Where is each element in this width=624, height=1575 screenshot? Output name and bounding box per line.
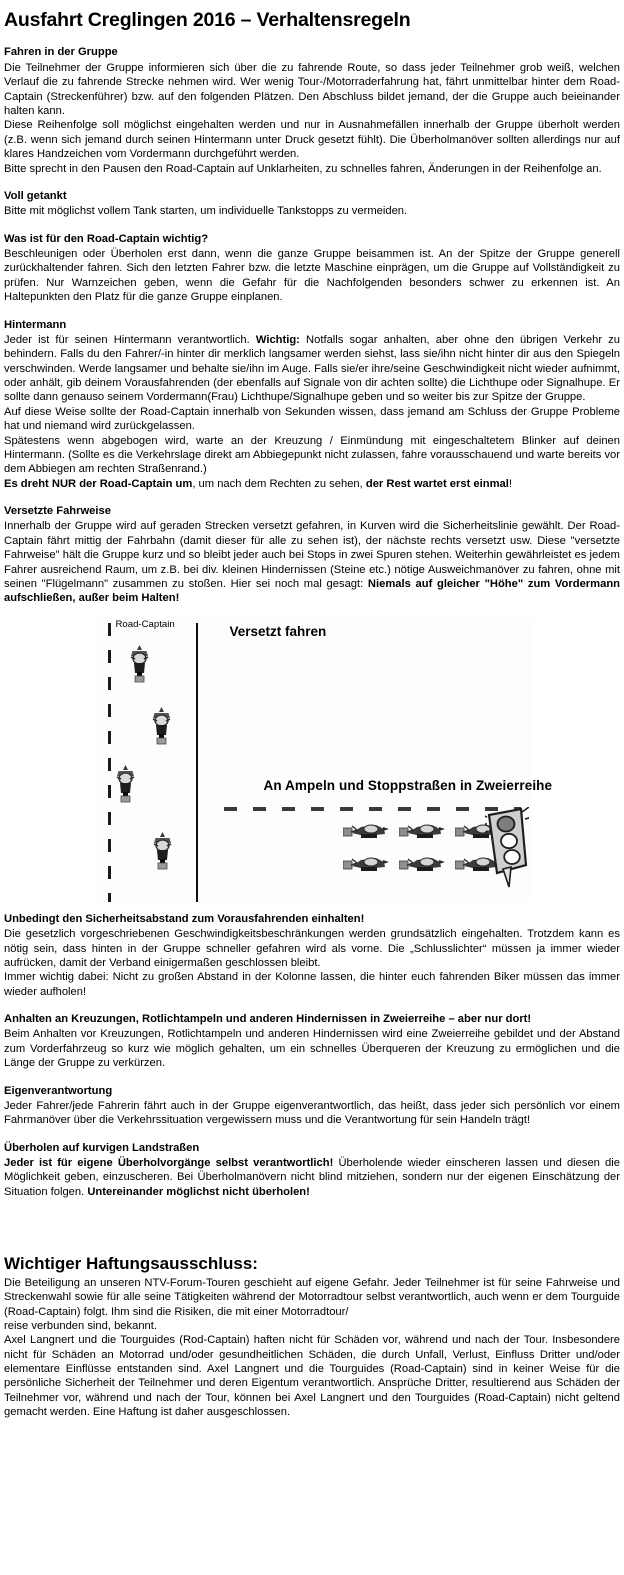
paragraph-emphasis: der Rest wartet erst einmal xyxy=(365,477,509,490)
figure-riding-formation-wrap xyxy=(4,617,620,902)
motorcycle-rear-icon xyxy=(151,707,172,745)
section-paragraph: Auf diese Weise sollte der Road-Captain innerhalb von Sekunden wissen, dass jemand am Schluss der Gruppe Probleme hat und niemand wird zurückgelassen. xyxy=(4,405,620,433)
motorcycle-rear-icon xyxy=(129,645,150,683)
disclaimer-paragraph: Axel Langnert und die Tourguides (Rod-Captain) haften nicht für Schäden vor, während und nach der Tour. Insbesondere nicht für Schäden an Motorrad und/oder gesundheitlichen Schäden, die durch Unfall, Verlust, Einfluss Dritter und/oder elementare Einflüsse entstanden sind. Axel Langnert und die Tourguides (Road-Captain) sind in keiner Weise für die persönliche Sicherheit der Teilnehmer und deren Eigentum verantwortlich. Ansprüche Dritter, resultierend aus Schäden der Teilnehmer vor, während und nach der Tour, können bei Axel Langnert und den Tourguides (Road-Captain) nicht geltend gemacht werden. Eine Haftung ist daher ausgeschlossen. xyxy=(4,1334,620,1419)
motorcycle-side-icon xyxy=(399,820,446,842)
paragraph-emphasis: Jeder ist für eigene Überholvorgänge selbst verantwortlich! xyxy=(4,1157,334,1170)
traffic-light-icon xyxy=(485,807,529,889)
section-paragraph: Immer wichtig dabei: Nicht zu großen Abstand in der Kolonne lassen, die hinter euch fahrenden Biker müssen das immer wieder aufholen! xyxy=(4,971,620,998)
section-heading: Überholen auf kurvigen Landstraßen xyxy=(4,1141,200,1154)
road-captain-label: Road-Captain xyxy=(115,618,175,630)
section-sicherheitsabstand xyxy=(4,912,620,999)
section-paragraph: Spätestens wenn abgebogen wird, warte an der Kreuzung / Einmündung mit eingeschaltetem Blinker auf deinen Hintermann. (Sollte es die Verkehrslage direkt am Abbiegepunkt nicht zulassen, fahre vorausschauend und warte bereits vor dem Abbiegen am rechten Straßenrand.) xyxy=(4,434,620,476)
motorcycle-rear-icon xyxy=(152,832,173,870)
section-heading: Versetzte Fahrweise xyxy=(4,505,111,518)
section-haftungsausschluss xyxy=(4,1254,620,1419)
section-spacer xyxy=(4,1212,620,1254)
section-anhalten-zweierreihe xyxy=(4,1012,620,1071)
motorcycle-side-icon xyxy=(343,853,390,875)
motorcycle-side-icon xyxy=(399,853,446,875)
paragraph-emphasis: Es dreht NUR der Road-Captain um xyxy=(4,477,193,490)
section-paragraph: Diese Reihenfolge soll möglichst eingehalten werden und nur in Ausnahmefällen innerhalb der Gruppe überholt werden (z.B. wenn sich jemand durch seinen Hintermann unter Druck gesetzt fühlt). Die Überholmanöver sollten allerdings nur auf klares Handzeichen vom Vordermann durchgeführt werden. xyxy=(4,119,620,161)
motorcycle-rear-icon xyxy=(115,765,136,803)
page-title: Ausfahrt Creglingen 2016 – Verhaltensregeln xyxy=(4,9,411,31)
section-paragraph xyxy=(4,519,620,605)
paragraph-mid: , um nach dem Rechten zu sehen, xyxy=(192,477,366,490)
section-voll-getankt xyxy=(4,189,620,219)
paragraph-mid: Überholende wieder einscheren lassen und diesen die Möglichkeit geben, einzuscheren. Bei Überholmanövern nicht blind mitziehen, sondern nur der eigenen Einschätzung der Situation folgen. xyxy=(4,1157,620,1198)
figure-title-two-rows: An Ampeln und Stoppstraßen in Zweierreihe xyxy=(263,777,553,793)
figure-title-staggered: Versetzt fahren xyxy=(229,623,327,639)
section-heading: Eigenverantwortung xyxy=(4,1084,113,1097)
disclaimer-heading: Wichtiger Haftungsausschluss: xyxy=(4,1254,258,1274)
disclaimer-paragraph: Die Beteiligung an unseren NTV-Forum-Touren geschieht auf eigene Gefahr. Jeder Teilnehmer ist für seine Fahrweise und Streckenwahl sowie für alle seine Tätigkeiten während der Motorradtour selbst verantwortlich, auch wenn er dem Tourguide (Road-Captain) folgt. Ihm sind die Risiken, die mit einer Motorradtour/ xyxy=(4,1276,620,1318)
section-paragraph: Jeder Fahrer/jede Fahrerin fährt auch in der Gruppe eigenverantwortlich, das heißt, dass jeder sich persönlich vor einem Fahrmanöver über die Verkehrssituation vergewissern muss und die Verantwortung für sein Handeln trägt! xyxy=(4,1099,620,1127)
section-heading: Anhalten an Kreuzungen, Rotlichtampeln und anderen Hindernissen in Zweierreihe – aber nur dort! xyxy=(4,1013,532,1026)
figure-riding-formation xyxy=(94,617,553,902)
section-heading: Unbedingt den Sicherheitsabstand zum Vorausfahrenden einhalten! xyxy=(4,912,365,925)
section-paragraph xyxy=(4,1156,620,1199)
section-hintermann xyxy=(4,318,620,492)
paragraph-emphasis: Untereinander möglichst nicht überholen! xyxy=(87,1185,310,1198)
section-paragraph: Beschleunigen oder Überholen erst dann, wenn die ganze Gruppe beisammen ist. An der Spitze der Gruppe generell zurückhaltender fahren. Sich den letzten Fahrer bzw. die letzte Maschine einprägen, um die Gruppe auf Vollständigkeit zu prüfen. Nur Warnzeichen geben, wenn die Gefahr für die Nachfolgenden besonders schwer zu erkennen ist. An Haltepunkten den Platz für die ganze Gruppe einplanen. xyxy=(4,247,620,304)
section-paragraph: Bitte mit möglichst vollem Tank starten, um individuelle Tankstopps zu vermeiden. xyxy=(4,205,408,218)
section-ueberholen-landstrassen xyxy=(4,1141,620,1200)
section-road-captain-wichtig xyxy=(4,232,620,305)
section-heading: Hintermann xyxy=(4,318,67,331)
stop-line-dashed xyxy=(224,807,521,811)
paragraph-lead: Innerhalb der Gruppe wird auf geraden Strecken versetzt gefahren, in Kurven wird die Sicherheitslinie gewählt. Der Road-Captain fährt mittig der Fahrbahn (damit dieser für alle zu sehen ist), der nächste rechts versetzt usw. Diese "versetzte Fahrweise" hält die Gruppe kurz und so bleibt jeder auch bei Stops in zwei Spuren stehen. Weiterhin gewährleistet es jedem Fahrer ausreichend Raum, um z.B. bei div. kleinen Hindernissen (Steine etc.) nötige Ausweichmanöver zu fahren, ohne mit seinen "Flügelmann" zusammen zu stoßen. Hier sei noch mal gesagt: xyxy=(4,520,620,591)
disclaimer-paragraph: reise verbunden sind, bekannt. xyxy=(4,1319,157,1332)
section-fahren-in-der-gruppe xyxy=(4,45,620,175)
section-paragraph: Die Teilnehmer der Gruppe informieren sich über die zu fahrende Route, so dass jeder Teilnehmer grob weiß, welchen Verlauf die zu fahrende Strecke nehmen wird. Wer wenig Tour-/Motorraderfahrung hat, fährt unmittelbar hinter dem Road-Captain (Streckenführer) bzw. auf den folgenden Plätzen. Den Abschluss bildet jemand, der die Gruppe auch beieinander halten kann. xyxy=(4,61,620,117)
section-paragraph xyxy=(4,477,620,491)
paragraph-emphasis: Wichtig: xyxy=(255,333,300,346)
paragraph-emphasis: Niemals auf gleicher "Höhe" zum Vordermann aufschließen, außer beim Halten! xyxy=(4,578,620,605)
motorcycle-side-icon xyxy=(343,820,390,842)
lane-divider-line xyxy=(196,623,199,902)
section-heading: Voll getankt xyxy=(4,189,67,202)
section-paragraph: Bitte sprecht in den Pausen den Road-Captain auf Unklarheiten, zu schnelles fahren, Änderungen in der Reihenfolge an. xyxy=(4,162,602,175)
road-edge-dashed-line xyxy=(108,623,111,902)
section-heading: Fahren in der Gruppe xyxy=(4,46,118,59)
section-versetzte-fahrweise xyxy=(4,504,620,606)
section-heading: Was ist für den Road-Captain wichtig? xyxy=(4,232,209,245)
paragraph-rest: Notfalls sogar anhalten, aber ohne den übrigen Verkehr zu behindern. Falls du den Fahrer/-in hinter dir merklich langsamer werden siehst, lass sie/ihn nicht hinter dir aus den Spiegeln verschwinden. Werde langsamer und behalte sie/ihn im Auge. Falls sie/er ihre/seine Geschwindigkeit nicht wieder aufnimmt, oder anhält, gib deinem Vorausfahrenden (der ebenfalls auf Signale von dir achten sollte) die Lichthupe oder Signalhupe. Er sollte dann genauso seinem Vordermann(Frau) Lichthupe/Signalhupe geben und so weiter bis zur Spitze der Gruppe. xyxy=(4,333,620,404)
paragraph-lead: Jeder ist für seinen Hintermann verantwortlich. xyxy=(4,333,256,346)
paragraph-tail: ! xyxy=(508,477,512,490)
section-paragraph: Beim Anhalten vor Kreuzungen, Rotlichtampeln und anderen Hindernissen wird eine Zweierreihe gebildet und der Abstand zum Vorderfahrzeug so kurz wie möglich gehalten, um ein schnelles Überqueren der Kreuzung zu ermöglichen und die Länge der Gruppe zu verkürzen. xyxy=(4,1028,620,1070)
section-paragraph xyxy=(4,333,620,405)
section-eigenverantwortung xyxy=(4,1084,620,1128)
section-paragraph: Die gesetzlich vorgeschriebenen Geschwindigkeitsbeschränkungen werden grundsätzlich eingehalten. Trotzdem kann es nötig sein, dass hinten in der Gruppe schneller gefahren wird als vorne. Die „Schlusslichter“ müssen ja immer wieder aufrücken, damit der Verband einigermaßen geschlossen bleibt. xyxy=(4,928,620,969)
